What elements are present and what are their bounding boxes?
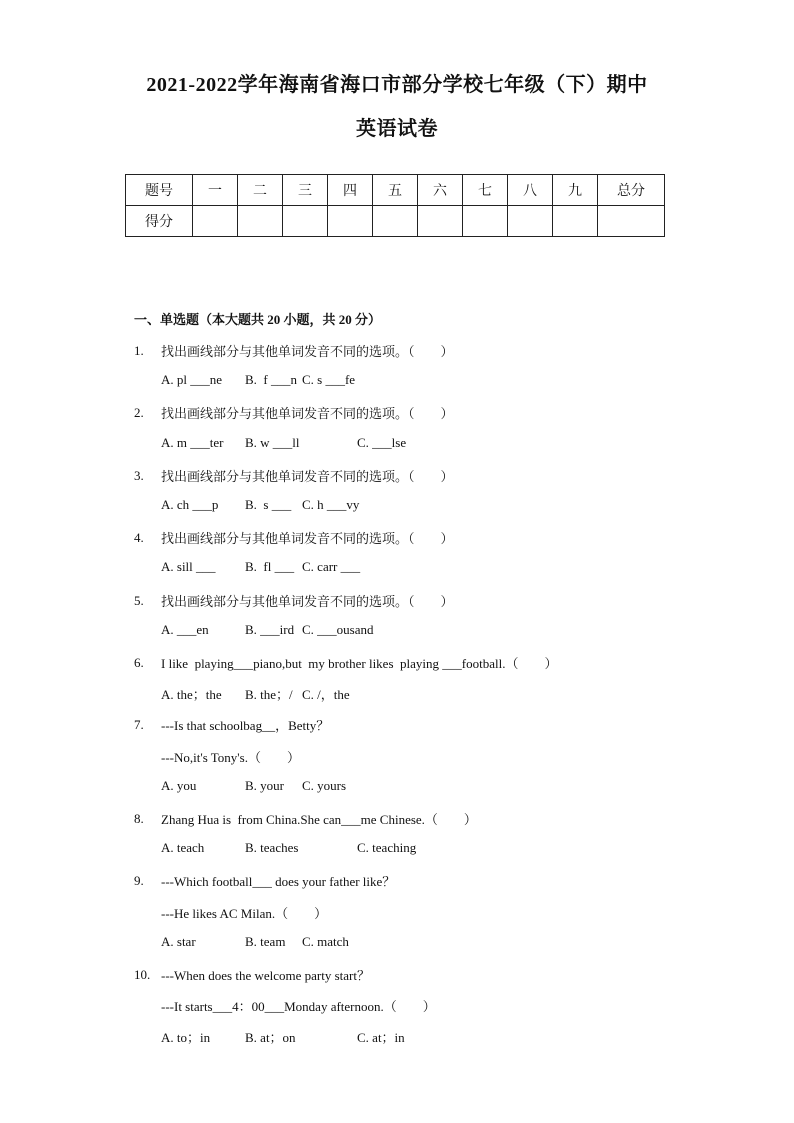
header-cell: 六 [418, 175, 463, 206]
header-cell: 八 [508, 175, 553, 206]
answer-option-a[interactable]: A. pl ___ne [161, 372, 223, 388]
score-cell[interactable] [193, 206, 238, 237]
answer-option-c[interactable]: C. h ___vy [302, 497, 360, 512]
score-table-score-row [126, 206, 665, 237]
question-stem: 找出画线部分与其他单词发音不同的选项。（ ） [161, 593, 454, 609]
answer-option-c[interactable]: C. s ___fe [302, 372, 356, 388]
answer-option-a[interactable]: A. sill ___ [161, 559, 216, 575]
section-heading: 一、单选题（本大题共 20 小题，共 20 分） [134, 312, 382, 327]
question-number: 2. [134, 405, 144, 421]
answer-option-b[interactable]: B. w ___ll [245, 434, 300, 450]
question-number: 1. [134, 343, 144, 358]
answer-option-c[interactable]: C. /，the [302, 687, 350, 703]
answer-option-b[interactable]: B. teaches [245, 840, 299, 856]
answer-option-c[interactable]: C. ___ousand [302, 621, 374, 637]
header-cell: 七 [463, 175, 508, 206]
question-stem-line-2: ---It starts___4：00___Monday afternoon.（ ） [161, 999, 436, 1015]
answer-option-c[interactable]: C. carr ___ [302, 559, 361, 575]
answer-option-a[interactable]: A. ___en [161, 621, 209, 637]
score-cell[interactable] [553, 206, 598, 237]
answer-option-a[interactable]: A. to；in [161, 1030, 211, 1046]
header-cell: 四 [328, 175, 373, 206]
header-cell: 题号 [126, 175, 193, 206]
question-number: 6. [134, 655, 144, 670]
question-stem: 找出画线部分与其他单词发音不同的选项。（ ） [161, 531, 454, 547]
answer-option-b[interactable]: B. team [245, 933, 286, 949]
question-number: 3. [134, 467, 144, 483]
title-line-2: 英语试卷 [356, 118, 438, 140]
question-stem: 找出画线部分与其他单词发音不同的选项。（ ） [161, 406, 454, 422]
question-stem: Zhang Hua is from China.She can___me Chinese.（ ） [161, 812, 477, 827]
answer-option-a[interactable]: A. m ___ter [161, 434, 224, 450]
question-stem: I like playing___piano,but my brother likes playing ___football.（ ） [161, 656, 558, 671]
question-number: 5. [134, 592, 144, 608]
answer-option-c[interactable]: C. match [302, 933, 349, 949]
row-label-cell: 得分 [126, 206, 193, 237]
score-cell[interactable] [598, 206, 665, 237]
question-number: 9. [134, 873, 144, 889]
score-cell[interactable] [373, 206, 418, 237]
answer-option-b[interactable]: B. fl ___ [245, 559, 295, 575]
question-number: 10. [134, 967, 151, 982]
answer-option-c[interactable]: C. teaching [357, 840, 417, 856]
header-cell: 九 [553, 175, 598, 206]
score-cell[interactable] [418, 206, 463, 237]
score-cell[interactable] [328, 206, 373, 237]
answer-option-b[interactable]: B. f ___n [245, 372, 297, 388]
question-stem: 找出画线部分与其他单词发音不同的选项。（ ） [161, 344, 454, 359]
answer-option-b[interactable]: B. the；/ [245, 687, 293, 703]
answer-option-a[interactable]: A. you [161, 777, 197, 793]
question-stem: ---Which football___ does your father like？ [161, 874, 396, 890]
answer-option-a[interactable]: A. teach [161, 840, 205, 856]
question-number: 4. [134, 530, 144, 546]
question-stem: ---When does the welcome party start？ [161, 968, 371, 983]
question-stem: 找出画线部分与其他单词发音不同的选项。（ ） [161, 468, 454, 484]
header-cell: 三 [283, 175, 328, 206]
question-stem-line-2: ---He likes AC Milan.（ ） [161, 905, 328, 921]
score-cell[interactable] [508, 206, 553, 237]
question-stem-line-2: ---No,it's Tony's.（ ） [161, 749, 300, 765]
score-cell[interactable] [238, 206, 283, 237]
answer-option-a[interactable]: A. the；the [161, 687, 222, 703]
answer-option-c[interactable]: C. at；in [357, 1030, 405, 1046]
answer-option-a[interactable]: A. star [161, 933, 196, 949]
answer-option-b[interactable]: B. at；on [245, 1030, 296, 1046]
score-table [125, 174, 665, 237]
question-number: 8. [134, 811, 144, 826]
answer-option-b[interactable]: B. ___ird [245, 621, 295, 637]
answer-option-a[interactable]: A. ch ___p [161, 497, 219, 512]
question-stem: ---Is that schoolbag__，Betty？ [161, 718, 330, 734]
question-number: 7. [134, 717, 144, 733]
score-cell[interactable] [283, 206, 328, 237]
header-cell: 总分 [598, 175, 665, 206]
header-cell: 五 [373, 175, 418, 206]
answer-option-c[interactable]: C. ___lse [357, 434, 407, 450]
title-line-1: 2021-2022学年海南省海口市部分学校七年级（下）期中 [146, 74, 648, 96]
header-cell: 一 [193, 175, 238, 206]
answer-option-b[interactable]: B. s ___ [245, 497, 292, 512]
score-table-header-row [126, 175, 665, 206]
answer-option-b[interactable]: B. your [245, 777, 284, 793]
score-cell[interactable] [463, 206, 508, 237]
header-cell: 二 [238, 175, 283, 206]
answer-option-c[interactable]: C. yours [302, 777, 347, 793]
